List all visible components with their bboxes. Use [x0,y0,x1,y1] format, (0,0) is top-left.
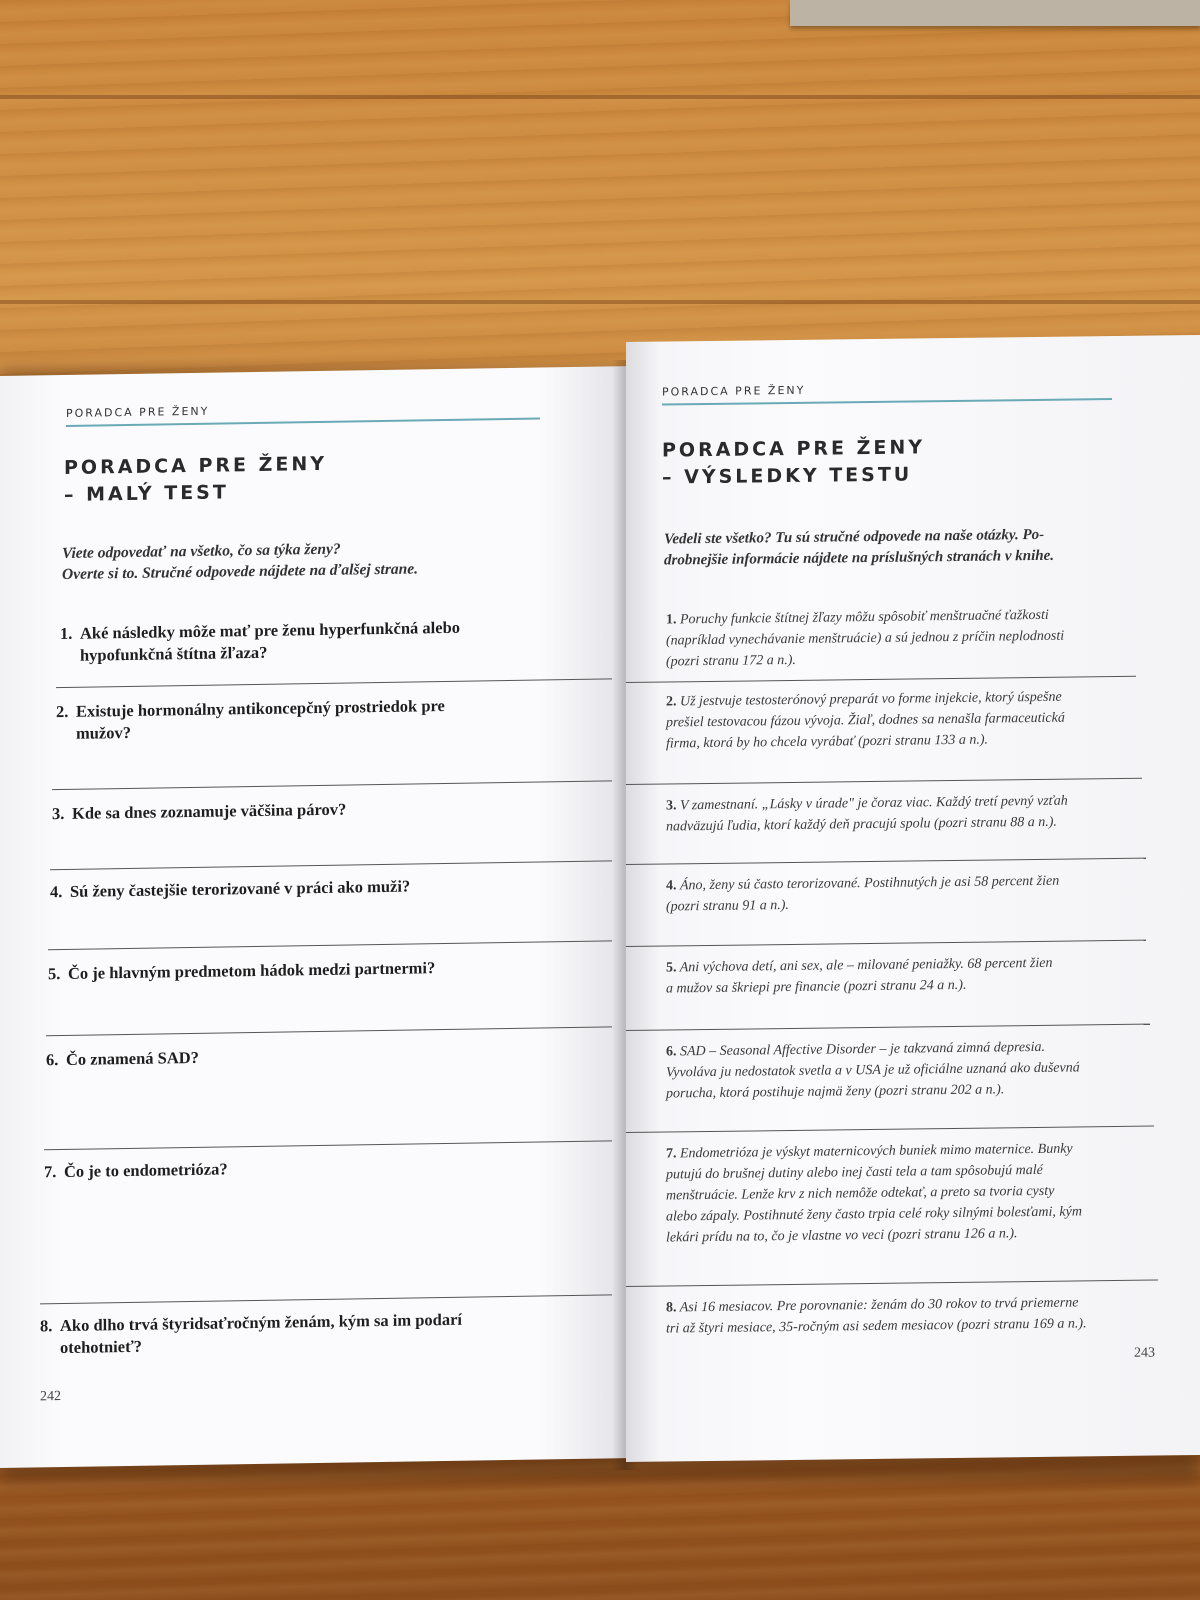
title-line: – MALÝ TEST [64,481,229,506]
question-text: Čo je to endometrióza? [64,1159,228,1181]
intro-line: Vedeli ste všetko? Tu sú stručné odpovede na naše otázky. Po- [664,526,1045,548]
intro-text [664,525,1054,572]
separator-line [626,940,1146,947]
running-head: PORADCA PRE ŽENY [66,404,210,420]
answer-item [666,1138,1082,1248]
answer-text: prešiel testovacou fázou vývoja. Žiaľ, dodnes sa nenašla farmaceutická [666,710,1065,731]
answer-text: firma, ktorá by ho chcela vyrábať (pozri stranu 133 a n.). [666,732,988,752]
title-line: PORADCA PRE ŽENY [64,452,328,479]
answer-text: Poruchy funkcie štítnej žľazy môžu spôsobiť menštruačné ťažkosti [680,607,1049,628]
separator-line [50,860,612,870]
answer-text: V zamestnaní. „Lásky v úrade" je čoraz viac. Každý tretí pevný vzťah [680,793,1068,814]
separator-line [56,678,612,688]
intro-line: Viete odpovedať na všetko, čo sa týka ženy? [62,540,341,563]
wood-plank-seam [0,300,1200,304]
answer-text: Asi 16 mesiacov. Pre porovnanie: ženám do 30 rokov to trvá priemerne [679,1295,1079,1316]
answer-item [666,1036,1080,1104]
question-text: otehotnieť? [60,1336,142,1358]
running-head: PORADCA PRE ŽENY [662,383,806,399]
question-number: 3. [52,803,65,824]
answer-text: putujú do brušnej dutiny alebo inej časti tela a tam spôsobujú malé [666,1162,1043,1183]
answer-text: Áno, ženy sú často terorizované. Postihnutých je asi 58 percent žien [680,873,1060,894]
header-rule [66,418,540,427]
question-text: Ako dlho trvá štyridsaťročným ženám, kým sa im podarí [60,1309,463,1336]
answer-item [666,1292,1087,1339]
question-number: 1. [60,623,73,644]
question-text: Existuje hormonálny antikoncepčný prostriedok pre [76,696,445,721]
answer-text: menštruácie. Lenže krv z nich nemôže odtekať, a preto sa tvoria cysty [666,1183,1055,1204]
intro-line: Overte si to. Stručné odpovede nájdete na ďalšej strane. [62,560,419,584]
question-number: 2. [56,701,69,722]
separator-line [626,676,1136,683]
question-text: mužov? [76,722,131,743]
question-item [50,876,410,904]
title-line: – VÝSLEDKY TESTU [662,463,913,489]
header-rule [662,398,1112,405]
answer-number: 2. [666,694,677,710]
question-item [52,799,346,826]
answer-text: Endometrióza je výskyt maternicových buniek mimo maternice. Bunky [680,1141,1073,1162]
answer-number: 1. [666,612,677,628]
answer-text: nadväzujú ľudia, ktorí každý deň pracujú spolu (pozri stranu 88 a n.). [666,814,1057,835]
answer-text: (pozri stranu 91 a n.). [666,898,789,915]
answer-item [666,953,1052,1000]
answer-text: alebo zápaly. Postihnuté ženy často trpia celé roky silnými bolesťami, kým [666,1204,1082,1225]
answer-number: 5. [666,960,677,976]
page-title [662,434,925,491]
separator-line [52,780,612,790]
answer-text: Ani výchova detí, ani sex, ale – milované peniažky. 68 percent žien [679,955,1053,976]
answer-item [666,687,1065,755]
answer-text: Už jestvuje testosterónový preparát vo forme injekcie, ktorý úspešne [680,689,1062,710]
answer-text: tri až štyri mesiace, 35-ročným asi sedem mesiacov (pozri stranu 169 a n.). [666,1316,1087,1337]
separator-line [626,1280,1158,1287]
question-text: Kde sa dnes zoznamuje väčšina párov? [72,799,347,823]
answer-text: (napríklad vynechávanie menštruácie) a sú jednou z príčin neplodnosti [666,628,1065,649]
question-text: hypofunkčná štítna žľaza? [80,642,268,665]
answer-text: (pozri stranu 172 a n.). [666,652,796,670]
answer-item [666,791,1068,838]
answer-text: porucha, ktorá postihuje najmä ženy (pozri stranu 202 a n.). [666,1082,1005,1102]
page-title [64,451,327,509]
answer-text: SAD – Seasonal Affective Disorder – je takzvaná zimná depresia. [680,1039,1045,1060]
separator-line [626,858,1146,865]
answer-number: 3. [666,798,677,814]
answer-number: 7. [666,1146,677,1162]
question-number: 8. [40,1316,53,1336]
wood-plank-seam [0,95,1200,99]
question-item [56,695,445,745]
answer-item [666,871,1059,918]
question-item [44,1158,228,1183]
separator-line [626,1024,1150,1031]
separator-line [626,1126,1154,1133]
answer-text: lekári prídu na to, čo je vlastne vo veci (pozri stranu 126 a n.). [666,1226,1018,1246]
separator-line [626,778,1142,785]
question-number: 5. [48,964,61,984]
intro-text [62,537,418,585]
page-number: 243 [1134,1345,1155,1361]
answer-text: Vyvoláva ju nedostatok svetla a v USA je už oficiálne uznaná ako duševná [666,1060,1080,1081]
question-text: Sú ženy častejšie terorizované v práci ako muži? [70,876,411,901]
title-line: PORADCA PRE ŽENY [662,436,926,462]
intro-line: drobnejšie informácie nájdete na príslušných stranách v knihe. [664,547,1055,569]
paper-corner [790,0,1200,26]
left-page [0,366,628,1468]
right-page [626,335,1200,1462]
question-item [46,1047,199,1071]
separator-line [48,940,612,950]
separator-line [40,1294,612,1304]
answer-text: a mužov sa škriepi pre financie (pozri stranu 24 a n.). [666,977,967,997]
separator-line [46,1026,612,1036]
page-number: 242 [40,1389,61,1405]
question-item [48,957,435,985]
question-item [40,1309,462,1360]
question-number: 7. [44,1162,57,1182]
answer-number: 6. [666,1044,677,1060]
question-number: 4. [50,882,63,902]
question-number: 6. [46,1050,59,1070]
question-item [60,617,460,667]
answer-number: 4. [666,878,677,894]
question-text: Čo je hlavným predmetom hádok medzi partnermi? [68,958,436,983]
answer-number: 8. [666,1300,677,1316]
question-text: Aké následky môže mať pre ženu hyperfunkčná alebo [80,617,461,643]
answer-item [666,605,1064,673]
separator-line [44,1140,612,1150]
question-text: Čo znamená SAD? [66,1047,199,1069]
